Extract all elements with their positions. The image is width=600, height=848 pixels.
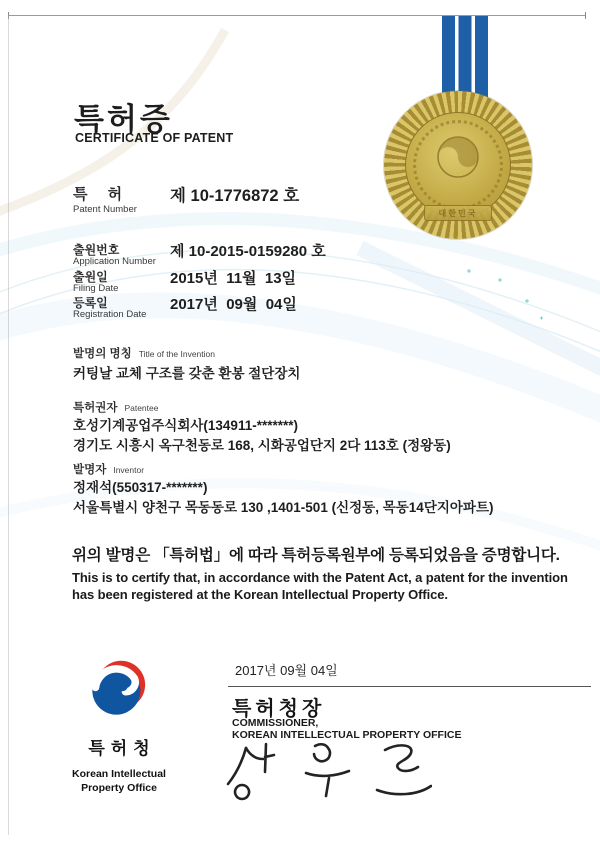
registration-date-label-en: Registration Date bbox=[73, 309, 147, 320]
inventor-label bbox=[73, 461, 144, 477]
invention-title-label-ko: 발명의 명칭 bbox=[73, 348, 132, 360]
signature-strokes-icon bbox=[222, 740, 432, 804]
taegeuk-icon bbox=[436, 135, 480, 179]
inventor-name: 정재석(550317-*******) bbox=[73, 480, 208, 495]
kipo-logo-block bbox=[58, 656, 180, 795]
kipo-name-en-line2: Property Office bbox=[81, 781, 157, 794]
invention-title-label-en: Title of the Invention bbox=[138, 349, 215, 359]
inventor-label-ko: 발명자 bbox=[73, 464, 107, 476]
signature bbox=[222, 740, 432, 809]
inventor-address: 서울특별시 양천구 목동동로 130 ,1401-501 (신정동, 목동14단지아파트) bbox=[73, 500, 494, 515]
patentee-label-en: Patentee bbox=[124, 403, 159, 413]
application-number-label: 출원번호 bbox=[73, 243, 120, 257]
certification-statement-ko: 위의 발명은 「특허법」에 따라 특허등록원부에 등록되었음을 증명합니다. bbox=[72, 547, 560, 564]
patentee-address: 경기도 시흥시 옥구천동로 168, 시화공업단지 2다 113호 (정왕동) bbox=[73, 438, 451, 453]
patentee-name: 호성기계공업주식회사(134911-*******) bbox=[73, 418, 298, 433]
patent-number-label-en: Patent Number bbox=[73, 204, 137, 215]
filing-date-value: 2015년 11월 13일 bbox=[170, 270, 297, 287]
patent-number-value: 제 10-1776872 호 bbox=[170, 187, 300, 205]
kipo-name-ko: 특허청 bbox=[88, 739, 156, 758]
registration-date-value: 2017년 09월 04일 bbox=[170, 296, 297, 313]
issue-date: 2017년 09월 04일 bbox=[235, 663, 338, 678]
registration-date-label: 등록일 bbox=[73, 296, 108, 310]
patentee-label bbox=[73, 399, 158, 415]
certification-statement-en-line1: This is to certify that, in accordance with the Patent Act, a patent for the invention bbox=[72, 570, 568, 585]
application-number-value: 제 10-2015-0159280 호 bbox=[170, 243, 326, 260]
kipo-name-en-line1: Korean Intellectual bbox=[72, 768, 166, 780]
commissioner-title-ko: 특허청장 bbox=[232, 698, 326, 720]
seal-banner: 대한민국 bbox=[424, 205, 492, 221]
page-title-english: CERTIFICATE OF PATENT bbox=[75, 131, 234, 145]
top-border-line bbox=[8, 15, 586, 16]
inventor-label-en: Inventor bbox=[113, 465, 145, 475]
patentee-label-ko: 특허권자 bbox=[73, 402, 118, 414]
footer-divider-line bbox=[228, 686, 591, 687]
commissioner-title-en1: COMMISSIONER, bbox=[232, 717, 319, 729]
filing-date-label-en: Filing Date bbox=[73, 283, 119, 294]
certification-statement-en-line2: has been registered at the Korean Intellectual Property Office. bbox=[72, 587, 448, 602]
left-edge-line bbox=[8, 15, 9, 835]
gold-seal-icon bbox=[384, 91, 532, 239]
patent-number-label: 특 허 bbox=[73, 186, 123, 203]
invention-title-label bbox=[73, 345, 215, 361]
corner-tick-right bbox=[585, 12, 586, 19]
application-number-label-en: Application Number bbox=[73, 256, 156, 267]
kipo-emblem-icon bbox=[87, 656, 151, 720]
page-title: 특허증 bbox=[74, 102, 173, 137]
kipo-name-en bbox=[58, 768, 180, 795]
invention-title-value: 커팅날 교체 구조를 갖춘 환봉 절단장치 bbox=[73, 366, 301, 381]
commissioner-title-en2: KOREAN INTELLECTUAL PROPERTY OFFICE bbox=[232, 729, 462, 741]
filing-date-label: 출원일 bbox=[73, 270, 108, 284]
